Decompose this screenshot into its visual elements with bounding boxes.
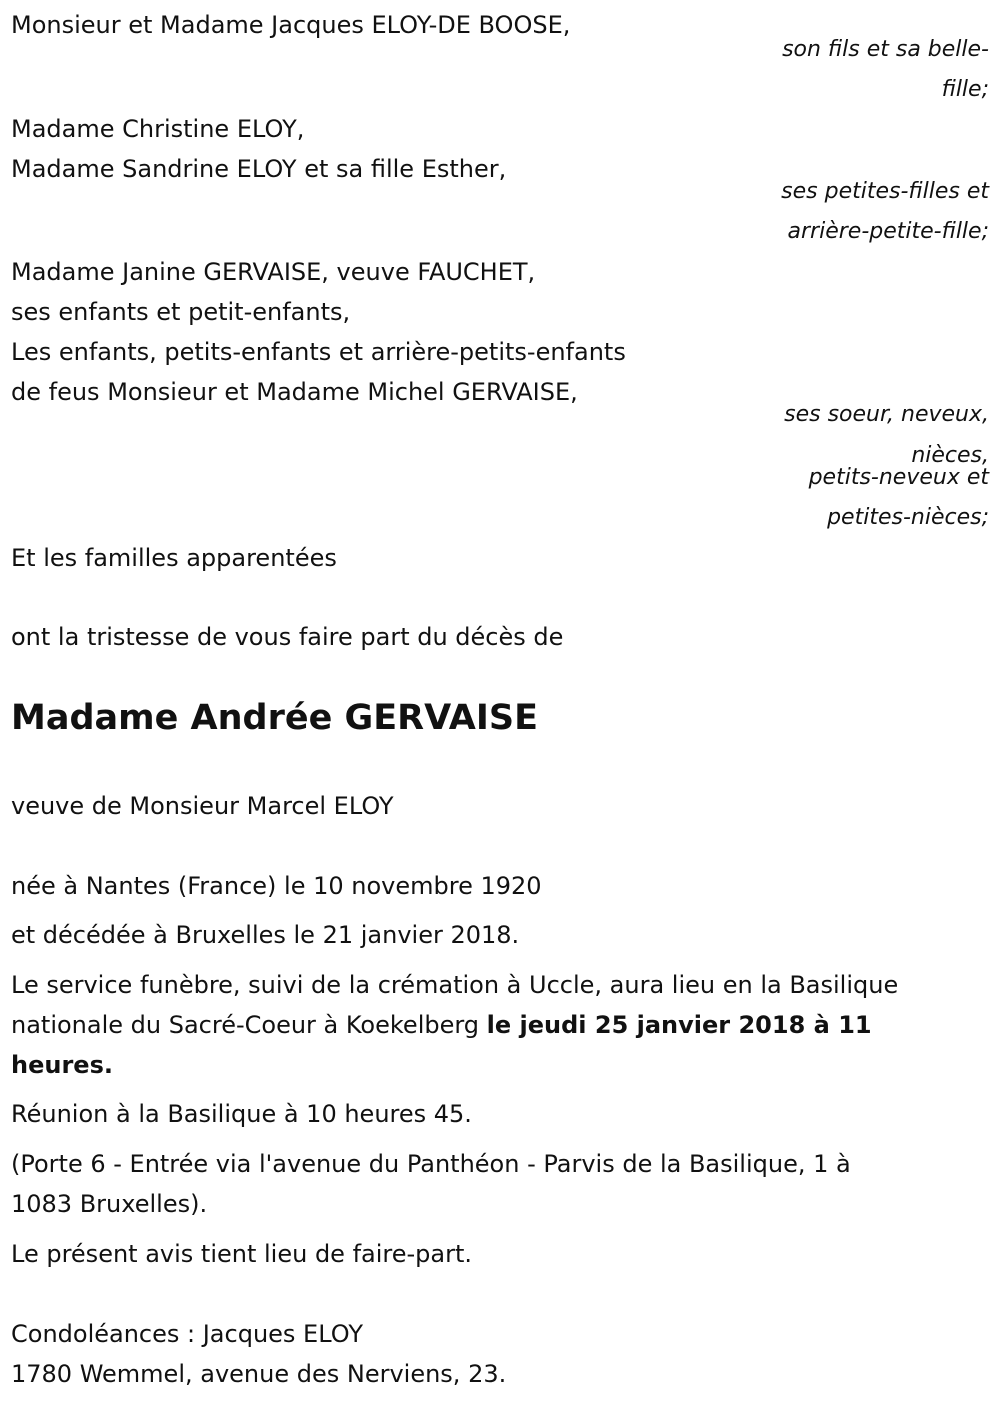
relation-granddaughters-cont: arrière-petite-fille; <box>787 219 989 244</box>
relation-siblings: ses soeur, neveux, <box>784 402 989 427</box>
birth-text: née à Nantes (France) le 10 novembre 1920 <box>11 872 542 900</box>
service-date: le jeudi 25 janvier 2018 à 11 <box>486 1011 872 1039</box>
notice-text: Le présent avis tient lieu de faire-part. <box>11 1240 473 1268</box>
relation-siblings-cont2: petits-neveux et <box>808 465 989 490</box>
relation-son-cont: fille; <box>941 77 989 102</box>
condolences-address: 1780 Wemmel, avenue des Nerviens, 23. <box>11 1360 507 1388</box>
condolences-name: Condoléances : Jacques ELOY <box>11 1320 363 1348</box>
access-line-1: (Porte 6 - Entrée via l'avenue du Panthéon - Parvis de la Basilique, 1 à <box>11 1150 851 1178</box>
service-location: nationale du Sacré-Coeur à Koekelberg <box>11 1011 487 1039</box>
widow-of-text: veuve de Monsieur Marcel ELOY <box>11 792 394 820</box>
announcement-text: ont la tristesse de vous faire part du décès de <box>11 623 564 651</box>
service-line-1: Le service funèbre, suivi de la crémation à Uccle, aura lieu en la Basilique <box>11 971 899 999</box>
relation-siblings-cont3: petites-nièces; <box>827 505 989 530</box>
service-time: heures. <box>11 1051 113 1079</box>
family-line-sandrine: Madame Sandrine ELOY et sa fille Esther, <box>11 155 507 183</box>
family-line-janine: Madame Janine GERVAISE, veuve FAUCHET, <box>11 258 536 286</box>
family-line-children: ses enfants et petit-enfants, <box>11 298 351 326</box>
family-line-michel: de feus Monsieur et Madame Michel GERVAISE, <box>11 378 578 406</box>
family-line-related: Et les familles apparentées <box>11 544 337 572</box>
service-line-2 <box>11 1010 872 1040</box>
access-line-2: 1083 Bruxelles). <box>11 1190 208 1218</box>
family-line-christine: Madame Christine ELOY, <box>11 115 305 143</box>
death-text: et décédée à Bruxelles le 21 janvier 2018. <box>11 921 520 949</box>
meeting-text: Réunion à la Basilique à 10 heures 45. <box>11 1100 472 1128</box>
deceased-name: Madame Andrée GERVAISE <box>11 698 539 738</box>
relation-siblings-cont1: nièces, <box>911 443 989 468</box>
relation-granddaughters: ses petites-filles et <box>781 179 989 204</box>
family-line-grandchildren: Les enfants, petits-enfants et arrière-petits-enfants <box>11 338 626 366</box>
relation-son: son fils et sa belle- <box>782 37 989 62</box>
family-line-eloy-de-boose: Monsieur et Madame Jacques ELOY-DE BOOSE, <box>11 11 571 39</box>
